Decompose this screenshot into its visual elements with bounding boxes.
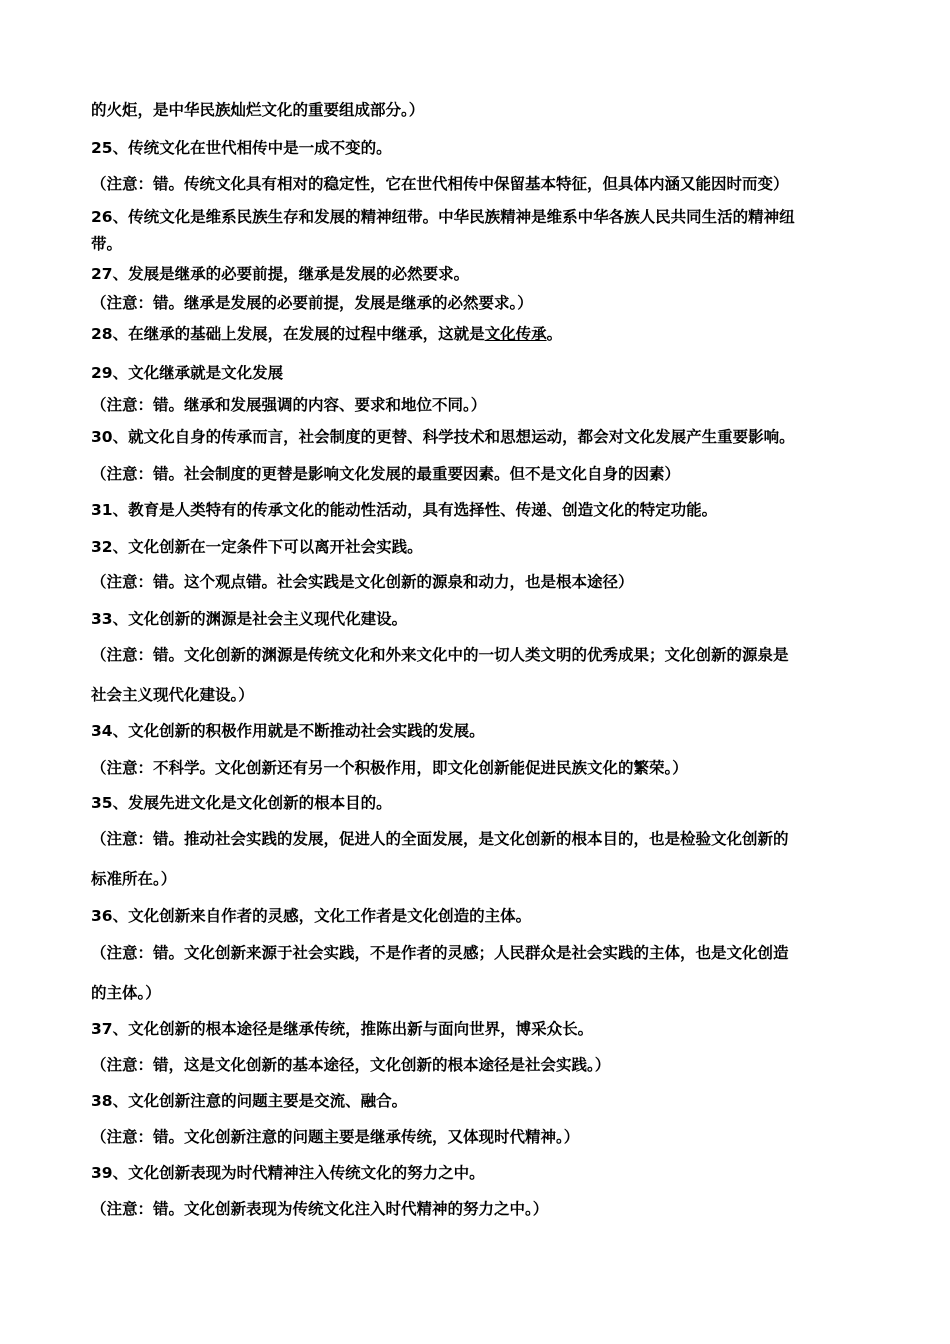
note-34: （注意：不科学。文化创新还有另一个积极作用，即文化创新能促进民族文化的繁荣。） bbox=[91, 759, 688, 777]
question-28-end: 。 bbox=[546, 325, 563, 343]
question-28 bbox=[91, 323, 866, 345]
question-32: 32、文化创新在一定条件下可以离开社会实践。 bbox=[91, 538, 423, 556]
note-25: （注意：错。传统文化具有相对的稳定性，它在世代相传中保留基本特征，但具体内涵又能因时而变） bbox=[91, 175, 789, 193]
question-28-text: 28、在继承的基础上发展，在发展的过程中继承，这就是 bbox=[91, 325, 485, 343]
underlined-term: 文化传承 bbox=[484, 325, 547, 343]
question-36: 36、文化创新来自作者的灵感，文化工作者是文化创造的主体。 bbox=[91, 907, 532, 925]
note-36: （注意：错。文化创新来源于社会实践，不是作者的灵感；人民群众是社会实践的主体，也是文化创造 bbox=[91, 944, 789, 962]
question-26: 26、传统文化是维系民族生存和发展的精神纽带。中华民族精神是维系中华各族人民共同生活的精神纽 bbox=[91, 208, 795, 226]
note-32: （注意：错。这个观点错。社会实践是文化创新的源泉和动力，也是根本途径） bbox=[91, 573, 634, 591]
note-38: （注意：错。文化创新注意的问题主要是继承传统，又体现时代精神。） bbox=[91, 1128, 580, 1146]
note-33: （注意：错。文化创新的渊源是传统文化和外来文化中的一切人类文明的优秀成果；文化创新的源泉是 bbox=[91, 646, 789, 664]
question-33: 33、文化创新的渊源是社会主义现代化建设。 bbox=[91, 610, 408, 628]
question-30: 30、就文化自身的传承而言，社会制度的更替、科学技术和思想运动，都会对文化发展产生重要影响。 bbox=[91, 428, 795, 446]
note-27: （注意：错。继承是发展的必要前提，发展是继承的必然要求。） bbox=[91, 294, 533, 312]
text-line: 的火炬，是中华民族灿烂文化的重要组成部分。） bbox=[91, 101, 425, 119]
question-35: 35、发展先进文化是文化创新的根本目的。 bbox=[91, 794, 392, 812]
note-33-continued: 社会主义现代化建设。） bbox=[91, 686, 254, 704]
note-35: （注意：错。推动社会实践的发展，促进人的全面发展，是文化创新的根本目的，也是检验文化创新的 bbox=[91, 830, 789, 848]
note-37: （注意：错，这是文化创新的基本途径，文化创新的根本途径是社会实践。） bbox=[91, 1056, 611, 1074]
question-37: 37、文化创新的根本途径是继承传统，推陈出新与面向世界，博采众长。 bbox=[91, 1020, 594, 1038]
question-38: 38、文化创新注意的问题主要是交流、融合。 bbox=[91, 1092, 408, 1110]
question-26-continued: 带。 bbox=[91, 235, 123, 253]
note-30: （注意：错。社会制度的更替是影响文化发展的最重要因素。但不是文化自身的因素） bbox=[91, 465, 681, 483]
note-29: （注意：错。继承和发展强调的内容、要求和地位不同。） bbox=[91, 396, 487, 414]
note-39: （注意：错。文化创新表现为传统文化注入时代精神的努力之中。） bbox=[91, 1200, 549, 1218]
note-36-continued: 的主体。） bbox=[91, 984, 161, 1002]
question-31: 31、教育是人类特有的传承文化的能动性活动，具有选择性、传递、创造文化的特定功能。 bbox=[91, 501, 718, 519]
question-34: 34、文化创新的积极作用就是不断推动社会实践的发展。 bbox=[91, 722, 485, 740]
question-25: 25、传统文化在世代相传中是一成不变的。 bbox=[91, 139, 392, 157]
note-35-continued: 标准所在。） bbox=[91, 870, 177, 888]
question-39: 39、文化创新表现为时代精神注入传统文化的努力之中。 bbox=[91, 1164, 485, 1182]
question-29: 29、文化继承就是文化发展 bbox=[91, 364, 284, 382]
question-27: 27、发展是继承的必要前提，继承是发展的必然要求。 bbox=[91, 265, 470, 283]
